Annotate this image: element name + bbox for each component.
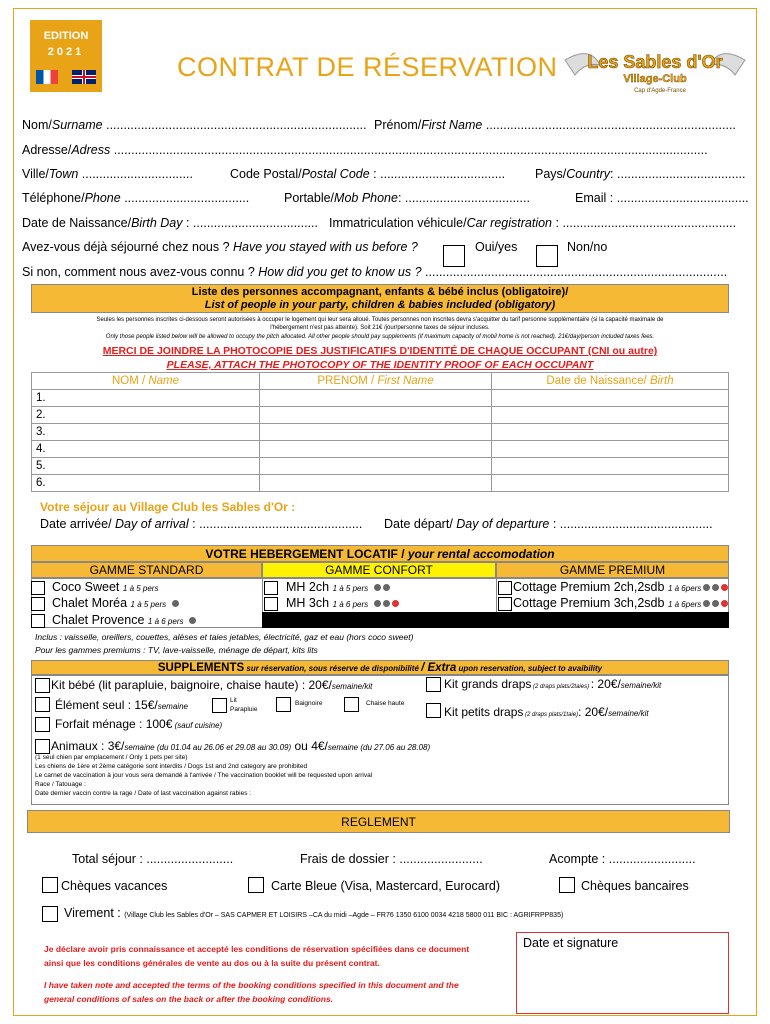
people-band-fr: Liste des personnes accompagnant, enfants & bébé inclus (obligatoire)/ [191,286,569,298]
table-row[interactable]: 1. [32,390,729,407]
people-note-en: Only those people listed below will be allowed to occupy the pitch allocated. All other people should pay supplements (if maximum capacity of mobil home is not reached). 21€/day/person included taxes fees. [105,334,655,340]
mh-2ch-label: MH 2ch 1 à 5 pers [286,580,390,594]
mh-3ch-checkbox[interactable] [264,597,278,611]
email-field[interactable]: Email : ...................................... [575,191,749,205]
mh-3ch-label: MH 3ch 1 à 6 pers [286,596,399,610]
no-smoking-icon [721,600,728,607]
forfait-menage-label: Forfait ménage : 100€ (sauf cuisine) [55,717,223,731]
kit-petits-draps-label: Kit petits draps (2 draps plats/1taie): 20€/semaine/kit [444,705,649,719]
air-conditioning-icon [374,584,381,591]
no-smoking-icon [392,600,399,607]
uk-flag-icon[interactable] [72,70,96,84]
signature-box[interactable] [516,932,729,1014]
coco-sweet-checkbox[interactable] [31,581,45,595]
people-note-fr: Seules les personnes inscrites ci-dessous seront autorisées à occuper le logement qui leur sera alloué. Toutes personnes non inscrites devra s'acquitter du tarif personne supplémentaire (si la capacité maximale de l'hébergement n'est pas atteinte). Soit 21€ /jour/personne taxes de séjour incluses. [96,317,664,331]
col-name-header: NOM / Name [32,373,260,390]
coco-sweet-label: Coco Sweet 1 à 5 pers [52,580,159,594]
air-conditioning-icon [172,600,179,607]
table-row[interactable]: 3. [32,424,729,441]
chalet-provence-checkbox[interactable] [31,614,45,628]
chalet-morea-label: Chalet Moréa 1 à 5 pers [52,596,179,610]
baignoire-label: Baignoire [295,700,323,707]
country-field[interactable]: Pays/Country: ..................................... [535,167,746,181]
how-known-field[interactable]: Si non, comment nous avez-vous connu ? How did you get to know us ? ....................................................................................... [22,265,728,279]
table-row[interactable]: 2. [32,407,729,424]
id-proof-notice-fr: MERCI DE JOINDRE LA PHOTOCOPIE DES JUSTIFICATIFS D'IDENTITÉ DE CHAQUE OCCUPANT (CNI ou autre) [102,345,658,357]
air-conditioning-icon [703,600,710,607]
kit-bebe-checkbox[interactable] [35,678,50,693]
edition-year: 2021 [47,46,85,58]
stayed-before-question: Avez-vous déjà séjourné chez nous ? Have you stayed with us before ? [22,240,418,254]
col-birth-header: Date de Naissance/ Birth [492,373,729,390]
table-row[interactable]: 6. [32,475,729,492]
terrace-icon [712,600,719,607]
departure-date-field[interactable]: Date départ/ Day of departure : ............................................ [384,517,713,531]
animal-note-4: Race / Tatouage : [35,781,86,788]
yes-checkbox[interactable] [443,245,465,267]
chaise-haute-label: Chaise haute [366,700,405,707]
table-row[interactable]: 4. [32,441,729,458]
phone-field[interactable]: Téléphone/Phone .................................... [22,191,250,205]
logo-text-sub: Village-Club [623,73,687,85]
included-note: Inclus : vaisselle, oreillers, couettes, alèses et taies jetables, électricité, gaz et eau (hors coco sweet) [35,632,414,642]
air-conditioning-icon [374,600,381,607]
cheques-bancaires-checkbox[interactable] [559,877,575,893]
baignoire-checkbox[interactable] [276,697,291,712]
chalet-morea-checkbox[interactable] [31,597,45,611]
cheques-bancaires-label: Chèques bancaires [581,879,689,893]
lit-parapluie-checkbox[interactable] [212,698,227,713]
animal-note-1: (1 seul chien par emplacement / Only 1 pets per site) [35,754,188,761]
animal-note-5: Date dernier vaccin contre la rage / Date of last vaccination against rabies : [35,790,252,797]
signature-label: Date et signature [523,936,619,950]
carte-bleue-checkbox[interactable] [248,877,264,893]
terrace-icon [712,584,719,591]
french-flag-icon[interactable] [36,70,58,84]
no-label: Non/no [567,240,608,254]
unavailable-cell [262,612,729,628]
file-fees-field[interactable]: Frais de dossier : ........................ [300,852,483,866]
yes-label: Oui/yes [475,240,518,254]
car-registration-field[interactable]: Immatriculation véhicule/Car registration : .................................................. [329,216,737,230]
animaux-label: Animaux : 3€/semaine (du 01.04 au 26.06 et 29.08 au 30.09) ou 4€/semaine (du 27.06 au 28.08) [51,739,431,753]
cheques-vacances-checkbox[interactable] [42,877,58,893]
kit-bebe-label: Kit bébé (lit parapluie, baignoire, chaise haute) : 20€/semaine/kit [51,678,373,692]
element-seul-checkbox[interactable] [35,697,50,712]
page-title: CONTRAT DE RÉSERVATION [177,52,558,82]
premium-range-header: GAMME PREMIUM [496,562,729,578]
terrace-icon [383,600,390,607]
postal-code-field[interactable]: Code Postal/Postal Code : .................................... [230,167,506,181]
air-conditioning-icon [703,584,710,591]
kit-petits-draps-checkbox[interactable] [426,703,441,718]
cheques-vacances-label: Chèques vacances [61,879,168,893]
surname-field[interactable]: Nom/Surname ........................................................................... [22,118,367,132]
cottage-2ch-label: Cottage Premium 2ch,2sdb 1 à 6pers [513,580,728,594]
animal-note-3: Le carnet de vaccination à jour vous sera demandé à l'arrivée / The vaccination booklet will be requested upon arrival [35,772,373,779]
supplements-band: SUPPLEMENTS sur réservation, sous réserve de disponibilité / Extra upon reservation, subject to avaibility [31,660,729,675]
animal-note-2: Les chiens de 1ère et 2ème catégorie sont interdits / Dogs 1st and 2nd category are prohibited [35,763,308,770]
terrace-icon [383,584,390,591]
standard-range-header: GAMME STANDARD [31,562,262,578]
mh-2ch-checkbox[interactable] [264,581,278,595]
carte-bleue-label: Carte Bleue (Visa, Mastercard, Eurocard) [271,879,501,893]
id-proof-notice-en: PLEASE, ATTACH THE PHOTOCOPY OF THE IDENTITY PROOF OF EACH OCCUPANT [166,359,594,371]
declaration-en: I have taken note and accepted the terms of the booking conditions specified in this document and the general conditions of sales on the back or after the booking conditions. [44,980,459,1004]
cottage-3ch-checkbox[interactable] [498,597,512,611]
confort-range-header: GAMME CONFORT [262,562,496,578]
edition-badge [30,20,102,92]
birthdate-field[interactable]: Date de Naissance/Birth Day : .................................... [22,216,318,230]
air-conditioning-icon [189,617,196,624]
total-stay-field[interactable]: Total séjour : ......................... [72,852,234,866]
edition-label: EDITION [43,30,89,42]
chalet-provence-label: Chalet Provence 1 à 6 pers [52,613,196,627]
virement-label: Virement : (Village Club les Sables d'Or – SAS CAPMER ET LOISIRS –CA du midi –Agde – FR76 1350 6100 0034 4218 5800 011 BIC : AGRIFRPP835) [64,906,564,920]
logo-text-main: Les Sables d'Or [587,52,723,72]
logo-text-place: Cap d'Agde-France [634,88,686,94]
virement-checkbox[interactable] [42,906,58,922]
table-row[interactable]: 5. [32,458,729,475]
logo [560,40,750,100]
premium-included-note: Pour les gammes premiums : TV, lave-vaisselle, ménage de départ, kits lits [35,645,318,655]
col-firstname-header: PRENOM / First Name [260,373,492,390]
forfait-menage-checkbox[interactable] [35,717,50,732]
payment-band: REGLEMENT [27,810,730,833]
cottage-2ch-checkbox[interactable] [498,581,512,595]
arrival-date-field[interactable]: Date arrivée/ Day of arrival : ............................................... [40,517,363,531]
kit-grands-draps-checkbox[interactable] [426,677,441,692]
people-list-band [31,284,729,313]
deposit-field[interactable]: Acompte : ......................... [549,852,696,866]
element-seul-label: Élément seul : 15€/semaine [55,698,188,712]
people-band-en: List of people in your party, children & babies included (obligatory) [204,299,556,311]
lit-parapluie-label: Lit Parapluie [230,697,258,713]
people-table [31,372,729,492]
stay-title: Votre séjour au Village Club les Sables d'Or : [40,500,296,514]
mobile-field[interactable]: Portable/Mob Phone: .................................... [284,191,530,205]
animaux-checkbox[interactable] [35,739,50,754]
cottage-3ch-label: Cottage Premium 3ch,2sdb 1 à 6pers [513,596,728,610]
no-checkbox[interactable] [536,245,558,267]
address-field[interactable]: Adresse/Adress ........................................................................................................................................................................... [22,143,708,157]
kit-grands-draps-label: Kit grands draps (2 draps plats/2taies) : 20€/semaine/kit [444,677,662,691]
declaration-fr: Je déclare avoir pris connaissance et accepté les conditions de réservation spécifiées dans ce document ainsi que les conditions générales de vente au dos ou à la suite du présent contrat. [44,944,470,968]
firstname-field[interactable]: Prénom/First Name ........................................................................ [374,118,736,132]
chaise-haute-checkbox[interactable] [344,697,359,712]
no-smoking-icon [721,584,728,591]
lodging-band: VOTRE HEBERGEMENT LOCATIF / your rental accomodation [31,545,729,562]
town-field[interactable]: Ville/Town ................................ [22,167,193,181]
